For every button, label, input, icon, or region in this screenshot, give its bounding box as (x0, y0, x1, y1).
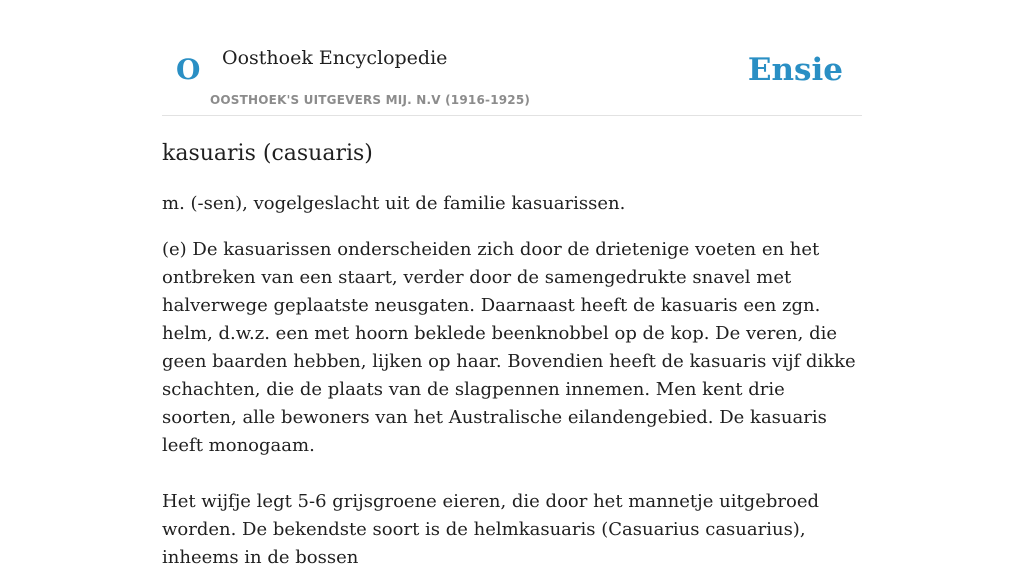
article-paragraph: Het wijfje legt 5-6 grijsgroene eieren, die door het mannetje uitgebroed worden. De bekendste soort is de helmkasuaris (Casuarius casuarius), inheems in de bossen (162, 491, 819, 568)
article-definition: m. (-sen), vogelgeslacht uit de familie kasuarissen. (162, 193, 626, 214)
source-title-link[interactable]: Oosthoek Encyclopedie (222, 47, 448, 69)
source-subtitle: OOSTHOEK'S UITGEVERS MIJ. N.V (1916-1925) (210, 93, 531, 107)
source-logo-icon[interactable]: O (176, 53, 201, 86)
article-content (162, 138, 862, 572)
article-headword: kasuaris (casuaris) (162, 141, 373, 166)
article-paragraph: (e) De kasuarissen onderscheiden zich door de drietenige voeten en het ontbreken van een staart, verder door de samengedrukte snavel met halverwege geplaatste neusgaten. Daarnaast heeft de kasuaris een zgn. helm, d.w.z. een met hoorn beklede beenknobbel op de kop. De veren, die geen baarden hebben, lijken op haar. Bovendien heeft de kasuaris vijf dikke schachten, die de plaats van de slagpennen innemen. Men kent drie soorten, alle bewoners van het Australische eilandengebied. De kasuaris leeft monogaam. (162, 239, 856, 456)
source-header (162, 30, 862, 116)
ensie-logo-link[interactable]: Ensie (747, 52, 843, 88)
